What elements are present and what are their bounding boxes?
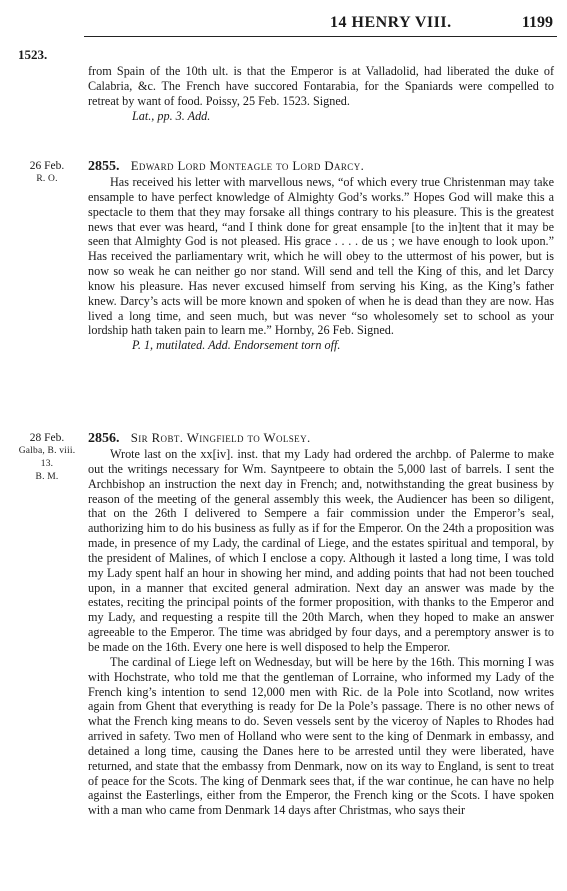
entry-2856-source-3: B. M.	[35, 472, 59, 482]
entry-2855-title: Edward Lord Monteagle to Lord Darcy.	[130, 159, 365, 173]
entry-2855-note: P. 1, mutilated. Add. Endorsement torn off.	[132, 338, 341, 353]
entry-2856-source-1: Galba, B. viii.	[18, 446, 76, 456]
entry-2855	[88, 158, 554, 353]
page-number: 1199	[521, 14, 553, 31]
entry-2855-date: 26 Feb.	[29, 160, 65, 172]
entry-2855-number: 2855.	[88, 159, 120, 174]
entry-2856	[88, 430, 554, 818]
entry-2856-title: Sir Robt. Wingfield to Wolsey.	[130, 431, 311, 445]
entry-2855-source: R. O.	[36, 174, 58, 184]
header-rule	[84, 36, 557, 37]
entry-2856-margin	[18, 432, 76, 484]
page-header	[0, 14, 567, 36]
continuation-block	[88, 64, 554, 123]
entry-2856-number: 2856.	[88, 431, 120, 446]
entry-2856-paragraph-2: The cardinal of Liege left on Wednesday, but will be here by the 16th. This morning I was with Hochstrate, who told me that the gentleman of Lorraine, who informed my Lady of the French king’s intention to send 12,000 men with Ric. de la Pole into Scotland, now writes again from Ghent that everything is ready for De la Pole’s passage. There is no other news of what the French king means to do. Seven vessels sent by the viceroy of Naples to Rhodes had arrived in safety. Two men of Holland who were sent to the king of Denmark in embassy, and detained a long time, causing the Danes here to be arrested until they were liberated, have returned, and state that the embassy from Denmark, now on its way to England, is sent to treat of peace for the Scots. The king of Denmark sees that, if the war continue, he can have no help against the Easterlings, either from the Emperor, the French king or the Scots. I have spoken with a man who came from Denmark 14 days after Christmas, who says their	[88, 654, 554, 818]
continuation-note: Lat., pp. 3. Add.	[132, 108, 211, 123]
entry-2855-margin	[18, 160, 76, 186]
entry-2856-source-2: 13.	[40, 459, 54, 469]
entry-2855-paragraph: Has received his letter with marvellous news, “of which every true Christenman may take ensample to have perfect knowledge of Almighty God’s works.” Hopes God will make this a spectacle to them that they may forsake all things contrary to his pleasure. This is the greatest news that ever was heard, “and I think done for great ensample [to the in]tent that it may be seen that Almighty God is not pleased. His grace . . . . de us ; we have enough to look upon.” Has received the parliamentary writ, which he will obey to the uttermost of his power, but is now so weak he can neither go nor stand. Will send and tell the King of this, and let Darcy know his pleasure. Has never excused himself from serving his King, as the King’s father knew. Darcy’s acts will be more known and spoken of when he is dead than they are now. Has lived a long time, and seen much, but was never “so wholesomely set to school as your lordship hath taken pain to learn me.” Hornby, 26 Feb. Signed.	[88, 175, 554, 338]
running-title: 14 HENRY VIII.	[330, 14, 452, 31]
entry-2856-heading	[88, 430, 554, 447]
entry-2856-paragraph-1: Wrote last on the xx[iv]. inst. that my Lady had ordered the archbp. of Palerme to make out the writings necessary for Wm. Sayntpeere to obtain the 5,000 last of barrels. I sent the Archbishop an instruction the next day in French; and, notwithstanding the great business by reason of the meeting of the general assembly this week, the Audiencer has been so diligent, that on the 26th I delivered to Sempere a fair commission under the Emperor’s seal, authorizing him to do his business as fully as if for the Emperor. On the 24th a proposition was made, in presence of my Lady, the cardinal of Liege, and the estates spiritual and temporal, by the president of Malines, of which I enclose a copy. Although it lasted a long time, I was told my Lady spent half an hour in showing her mind, and adding points that had not been touched upon, in a manner that excited general admiration. Next day an answer was made by the estates, reciting the principal points of the former proposition, with thanks to the Emperor and my Lady, and requesting a respite till the 20th March, when they hoped to make an answer agreeable to the Emperor. The time was abridged by four days, and a peremptory answer is to be made on the 16th. Every one here is well disposed to help the Emperor.	[88, 447, 554, 654]
continuation-text: from Spain of the 10th ult. is that the Emperor is at Valladolid, had liberated the duke of Calabria, &c. The French have succored Fontarabia, for the Spaniards were compelled to retreat by want of food. Poissy, 25 Feb. 1523. Signed.	[88, 64, 554, 108]
entry-2856-date: 28 Feb.	[29, 432, 65, 444]
entry-2855-heading	[88, 158, 554, 175]
year-margin-note: 1523.	[18, 47, 48, 62]
